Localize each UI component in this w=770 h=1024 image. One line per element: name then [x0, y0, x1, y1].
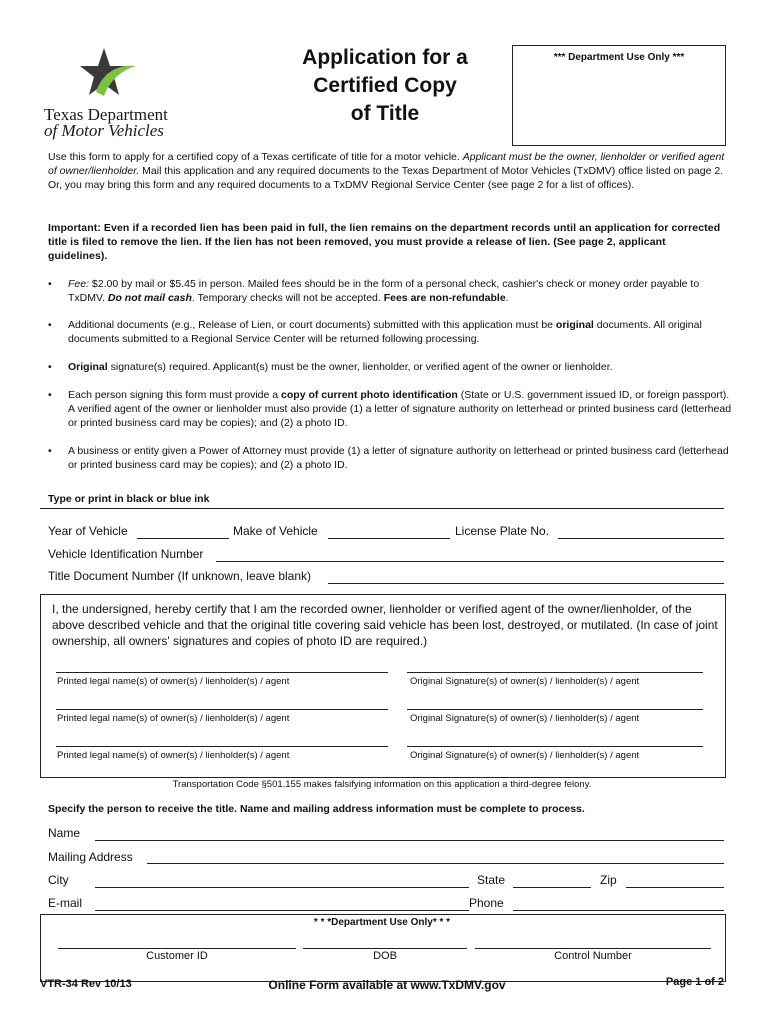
- vin-label: Vehicle Identification Number: [48, 547, 204, 561]
- bullet-dot: •: [48, 389, 52, 401]
- docs-text: Additional documents (e.g., Release of Lien, or court documents) submitted with this application must be: [68, 319, 556, 331]
- title-line-3: of Title: [350, 102, 420, 125]
- title-doc-input[interactable]: [328, 583, 724, 584]
- state-input[interactable]: [513, 887, 591, 888]
- city-input[interactable]: [95, 887, 469, 888]
- year-label: Year of Vehicle: [48, 524, 128, 538]
- printed-name-line-2[interactable]: [56, 709, 388, 710]
- fee-period: .: [505, 292, 509, 304]
- docs-text-2: documents. All original documents submitted to a Regional Service Center will be returned following processing.: [68, 319, 702, 345]
- original-text: original: [555, 319, 594, 331]
- bullet-dot: •: [48, 445, 52, 457]
- city-label: City: [48, 873, 69, 887]
- recipient-instruction: Specify the person to receive the title. Name and mailing address information must be complete to process.: [48, 803, 585, 815]
- online-form-notice: Online Form available at www.TxDMV.gov: [268, 978, 506, 992]
- signature-line-3[interactable]: [407, 746, 703, 747]
- poa-text: A business or entity given a Power of Attorney must provide (1) a letter of signature authority on letterhead or printed business card (letterhead or printed business card may be copies); and (2) a photo ID.: [68, 445, 729, 471]
- plate-input[interactable]: [558, 538, 724, 539]
- form-number: VTR-34 Rev 10/13: [40, 978, 132, 990]
- section-divider: [40, 508, 724, 509]
- name-input[interactable]: [95, 840, 724, 841]
- title-line-1: Application for a: [302, 46, 468, 69]
- bullet-dot: •: [48, 361, 52, 373]
- intro-paragraph: [48, 150, 728, 192]
- state-label: State: [477, 873, 506, 887]
- name-label: Name: [48, 826, 81, 840]
- title-line-2: Certified Copy: [313, 74, 457, 97]
- printed-name-line-1[interactable]: [56, 672, 388, 673]
- txdmv-logo: [44, 44, 184, 140]
- email-input[interactable]: [95, 910, 469, 911]
- form-title: [280, 44, 490, 128]
- mailing-address-input[interactable]: [147, 863, 724, 864]
- signature-line-2[interactable]: [407, 709, 703, 710]
- zip-label: Zip: [600, 873, 617, 887]
- department-use-title-2: * * *Department Use Only* * *: [313, 917, 451, 928]
- ink-instruction: Type or print in black or blue ink: [48, 493, 210, 505]
- email-label: E-mail: [48, 896, 83, 910]
- dob-line[interactable]: [303, 948, 467, 949]
- photo-id-text: Each person signing this form must provide a: [68, 389, 282, 401]
- felony-notice: Transportation Code §501.155 makes falsifying information on this application a third-degree felony.: [172, 779, 592, 790]
- vin-input[interactable]: [216, 561, 724, 562]
- certification-text: I, the undersigned, hereby certify that I am the recorded owner, lienholder or verified agent of the owner/lienholder, of the above described vehicle and that the original title covering said vehicle has been lost, destroyed, or mutilated. (In case of joint ownership, all owners' signatures and copies of photo ID are required.): [52, 602, 718, 648]
- control-number-label: Control Number: [554, 950, 632, 962]
- fee-text: $2.00 by mail or $5.45 in person. Mailed fees should be in the form of a personal check, cashier's check or money order payable to TxDMV.: [68, 278, 700, 304]
- signature-label-3: Original Signature(s) of owner(s) / lienholder(s) / agent: [410, 750, 640, 761]
- star-swoosh-icon: [44, 44, 184, 102]
- phone-input[interactable]: [513, 910, 724, 911]
- no-cash-text: Do not mail cash: [107, 292, 192, 304]
- phone-label: Phone: [469, 896, 504, 910]
- signature-line-1[interactable]: [407, 672, 703, 673]
- intro-text-c: Mail this application and any required documents to the Texas Department of Motor Vehicles (TxDMV) office listed on page 2. Or, you may bring this form and any required documents to a TxDMV Regional Service Center (see page 2 for a list of offices).: [48, 165, 724, 191]
- mailing-address-label: Mailing Address: [48, 850, 133, 864]
- title-doc-label: Title Document Number (If unknown, leave blank): [48, 569, 312, 583]
- original-sig-text: Original: [68, 361, 108, 373]
- printed-name-label-3: Printed legal name(s) of owner(s) / lienholder(s) / agent: [57, 750, 290, 761]
- make-input[interactable]: [328, 538, 450, 539]
- plate-label: License Plate No.: [455, 524, 550, 538]
- non-refundable-text: Fees are non-refundable: [383, 292, 506, 304]
- zip-input[interactable]: [626, 887, 724, 888]
- printed-name-line-3[interactable]: [56, 746, 388, 747]
- bullet-dot: •: [48, 278, 52, 290]
- important-note: Important: Even if a recorded lien has been paid in full, the lien remains on the department records until an application for corrected title is filed to remove the lien. If the lien has not been removed, you must provide a release of lien. (See page 2, applicant guidelines).: [48, 222, 721, 262]
- signature-label-1: Original Signature(s) of owner(s) / lienholder(s) / agent: [410, 676, 640, 687]
- photo-id-bold: copy of current photo identification: [281, 389, 458, 401]
- department-use-box: [512, 45, 726, 146]
- dob-label: DOB: [373, 950, 397, 962]
- sig-text: signature(s) required. Applicant(s) must be the owner, lienholder, or verified agent of the owner or lienholder.: [107, 361, 613, 373]
- photo-id-text-2: (State or U.S. government issued ID, or foreign passport). A verified agent of the owner or lienholder must also provide (1) a letter of signature authority on letterhead or printed business card (letterhead or printed business card may be copies); and (2) a photo ID.: [68, 389, 732, 429]
- bullet-dot: •: [48, 319, 52, 331]
- printed-name-label-2: Printed legal name(s) of owner(s) / lienholder(s) / agent: [57, 713, 290, 724]
- fee-text-2: . Temporary checks will not be accepted.: [191, 292, 384, 304]
- signature-label-2: Original Signature(s) of owner(s) / lienholder(s) / agent: [410, 713, 640, 724]
- intro-text-a: Use this form to apply for a certified copy of a Texas certificate of title for a motor vehicle.: [48, 151, 463, 163]
- make-label: Make of Vehicle: [233, 524, 318, 538]
- year-input[interactable]: [137, 538, 229, 539]
- logo-text-line2: of Motor Vehicles: [44, 121, 164, 140]
- logo-text-line1: Texas Department: [44, 105, 168, 124]
- department-use-label: *** Department Use Only ***: [553, 52, 685, 63]
- customer-id-label: Customer ID: [146, 950, 208, 962]
- printed-name-label-1: Printed legal name(s) of owner(s) / lienholder(s) / agent: [57, 676, 290, 687]
- customer-id-line[interactable]: [58, 948, 296, 949]
- fee-label: Fee:: [68, 278, 90, 290]
- control-number-line[interactable]: [475, 948, 711, 949]
- page-number: Page 1 of 2: [665, 976, 724, 988]
- intro-text-b: Applicant must be the owner, lienholder or verified agent of owner/lienholder.: [48, 151, 725, 177]
